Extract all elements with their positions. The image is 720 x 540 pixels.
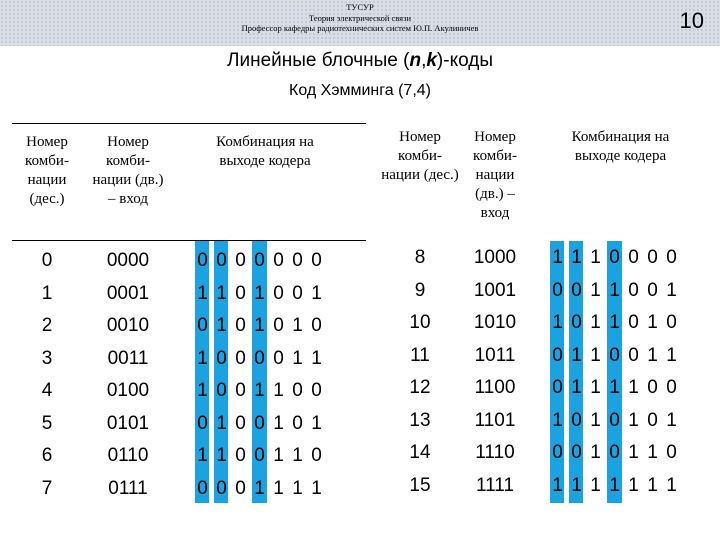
codeword-left xyxy=(193,408,333,441)
code-bit: 0 xyxy=(609,344,620,366)
binary-input: 0111 xyxy=(108,477,148,499)
code-bit: 1 xyxy=(292,347,303,369)
code-bit: 1 xyxy=(311,347,322,369)
code-bit: 1 xyxy=(609,312,620,333)
code-bit: 1 xyxy=(666,409,677,431)
code-bit: 0 xyxy=(273,315,284,336)
code-bit: 1 xyxy=(590,279,601,301)
code-bit: 0 xyxy=(235,282,246,304)
binary-input: 1110 xyxy=(475,442,515,463)
code-bit: 0 xyxy=(628,344,639,366)
binary-input: 1101 xyxy=(474,409,516,431)
codeword-right xyxy=(548,340,693,373)
codeword-left xyxy=(193,278,333,311)
code-bit: 1 xyxy=(273,380,284,401)
code-bit: 1 xyxy=(311,477,322,499)
title-prefix: Линейные блочные ( xyxy=(227,50,410,71)
code-bit: 1 xyxy=(552,474,563,496)
dec-number: 5 xyxy=(41,412,53,434)
dec-number: 9 xyxy=(414,279,426,301)
binary-input: 0100 xyxy=(106,380,150,401)
code-bit: 0 xyxy=(571,312,582,333)
code-bit: 0 xyxy=(571,409,582,431)
code-bit: 1 xyxy=(571,474,582,496)
slide-title xyxy=(0,50,720,72)
code-bit: 1 xyxy=(647,442,658,463)
code-bit: 1 xyxy=(197,347,208,369)
code-bit: 0 xyxy=(235,250,246,271)
right-header-dec: Номер комби-нации (дес.) xyxy=(381,129,459,183)
code-bit: 1 xyxy=(273,412,284,434)
code-bit: 1 xyxy=(647,344,658,366)
code-bit: 0 xyxy=(647,247,658,268)
code-bit: 0 xyxy=(197,412,208,434)
code-bit: 0 xyxy=(571,279,582,301)
code-bit: 1 xyxy=(590,442,601,463)
binary-input: 1000 xyxy=(473,247,517,268)
code-bit: 0 xyxy=(666,377,677,398)
code-bit: 0 xyxy=(628,279,639,301)
code-bit: 0 xyxy=(254,347,265,369)
codeword-right xyxy=(548,372,693,405)
code-bit: 0 xyxy=(235,380,246,401)
code-bit: 1 xyxy=(628,474,639,496)
right-dec-column xyxy=(385,242,455,502)
code-bit: 0 xyxy=(292,250,303,271)
binary-input: 1111 xyxy=(475,474,515,496)
code-bit: 1 xyxy=(590,312,601,333)
left-header-bin: Номер комби-нации (дв.) – вход xyxy=(92,134,164,207)
code-bit: 0 xyxy=(292,380,303,401)
dec-number: 2 xyxy=(41,315,53,336)
header-course: Теория электрической связи xyxy=(308,12,411,23)
dec-number: 11 xyxy=(410,344,430,366)
code-bit: 1 xyxy=(628,377,639,398)
code-bit: 0 xyxy=(216,380,227,401)
codeword-left xyxy=(193,440,333,473)
dec-number: 13 xyxy=(409,409,431,431)
codeword-right xyxy=(548,275,693,308)
header-text xyxy=(0,2,720,34)
code-bit: 0 xyxy=(254,445,265,466)
codeword-left xyxy=(193,473,333,506)
binary-input: 0101 xyxy=(106,412,150,434)
dec-number: 10 xyxy=(409,312,431,333)
code-bit: 0 xyxy=(647,377,658,398)
code-bit: 0 xyxy=(216,477,227,499)
codeword-left xyxy=(193,343,333,376)
code-bit: 1 xyxy=(609,474,620,496)
code-bit: 0 xyxy=(609,247,620,268)
binary-input: 1010 xyxy=(473,312,517,333)
code-bit: 0 xyxy=(571,442,582,463)
code-bit: 1 xyxy=(254,380,265,401)
code-bit: 1 xyxy=(552,409,563,431)
dec-number: 0 xyxy=(41,250,53,271)
code-bit: 1 xyxy=(590,474,601,496)
left-bin-column xyxy=(92,245,164,505)
code-bit: 1 xyxy=(216,412,227,434)
code-bit: 1 xyxy=(197,445,208,466)
code-bit: 0 xyxy=(666,312,677,333)
code-bit: 0 xyxy=(666,442,677,463)
title-suffix: )-коды xyxy=(436,50,493,71)
code-bit: 1 xyxy=(197,380,208,401)
header-author: Профессор кафедры радиотехнических систем Ю.П. Акулиничев xyxy=(241,23,479,33)
code-bit: 1 xyxy=(666,279,677,301)
binary-input: 1001 xyxy=(473,279,517,301)
code-bit: 0 xyxy=(311,380,322,401)
codeword-right xyxy=(548,307,693,340)
code-bit: 1 xyxy=(609,279,620,301)
code-bit: 1 xyxy=(552,247,563,268)
dec-number: 15 xyxy=(409,474,431,496)
code-bit: 1 xyxy=(609,377,620,398)
dec-number: 12 xyxy=(409,377,431,398)
left-header-out: Комбинация на выходе кодера xyxy=(216,134,314,169)
left-header-dec: Номер комби-нации (дес.) xyxy=(25,134,69,207)
dec-number: 7 xyxy=(41,477,53,499)
dec-number: 8 xyxy=(414,247,426,268)
code-bit: 1 xyxy=(311,282,322,304)
code-bit: 1 xyxy=(216,282,227,304)
code-bit: 0 xyxy=(235,315,246,336)
code-bit: 0 xyxy=(197,477,208,499)
code-bit: 1 xyxy=(254,315,265,336)
code-bit: 0 xyxy=(273,282,284,304)
code-bit: 1 xyxy=(590,247,601,268)
header-university: ТУСУР xyxy=(346,2,374,12)
code-bit: 0 xyxy=(254,250,265,271)
code-bit: 0 xyxy=(273,250,284,271)
code-bit: 0 xyxy=(311,315,322,336)
left-dec-column xyxy=(12,245,82,505)
left-out-column xyxy=(193,245,333,505)
binary-input: 1100 xyxy=(474,377,516,398)
code-bit: 1 xyxy=(273,477,284,499)
title-comma: , xyxy=(421,50,427,71)
code-bit: 0 xyxy=(197,315,208,336)
code-bit: 1 xyxy=(254,282,265,304)
left-header-rule xyxy=(12,240,366,241)
dec-number: 1 xyxy=(41,282,53,304)
code-bit: 1 xyxy=(590,344,601,366)
code-bit: 0 xyxy=(311,445,322,466)
title-n: n xyxy=(409,50,422,71)
code-bit: 0 xyxy=(254,412,265,434)
code-bit: 0 xyxy=(216,347,227,369)
code-bit: 0 xyxy=(235,347,246,369)
code-bit: 1 xyxy=(292,445,303,466)
code-bit: 1 xyxy=(628,442,639,463)
page-number: 10 xyxy=(679,8,704,33)
code-bit: 1 xyxy=(666,344,677,366)
code-bit: 0 xyxy=(666,247,677,268)
code-bit: 0 xyxy=(292,282,303,304)
code-bit: 1 xyxy=(647,312,658,333)
code-bit: 1 xyxy=(292,315,303,336)
code-bit: 0 xyxy=(216,250,227,271)
codeword-left xyxy=(193,245,333,278)
code-bit: 1 xyxy=(571,344,582,366)
header-band xyxy=(0,0,720,46)
code-bit: 0 xyxy=(552,279,563,301)
code-bit: 1 xyxy=(216,315,227,336)
code-bit: 1 xyxy=(197,282,208,304)
binary-input: 0110 xyxy=(107,445,149,466)
codeword-right xyxy=(548,405,693,438)
code-bit: 1 xyxy=(590,409,601,431)
code-bit: 0 xyxy=(235,412,246,434)
binary-input: 1011 xyxy=(474,344,516,366)
title-k: k xyxy=(426,50,437,71)
right-header-out: Комбинация на выходе кодера xyxy=(571,129,670,164)
code-bit: 1 xyxy=(666,474,677,496)
binary-input: 0010 xyxy=(106,315,150,336)
code-bit: 0 xyxy=(292,412,303,434)
code-bit: 0 xyxy=(628,312,639,333)
code-bit: 0 xyxy=(311,250,322,271)
codeword-left xyxy=(193,375,333,408)
code-bit: 1 xyxy=(571,377,582,398)
dec-number: 3 xyxy=(41,347,53,369)
code-bit: 0 xyxy=(609,442,620,463)
code-bit: 0 xyxy=(235,445,246,466)
code-bit: 1 xyxy=(552,312,563,333)
codeword-left xyxy=(193,310,333,343)
code-bit: 1 xyxy=(292,477,303,499)
dec-number: 6 xyxy=(41,445,53,466)
right-header-bin: Номер комби-нации (дв.) – вход xyxy=(473,129,517,221)
code-bit: 0 xyxy=(647,279,658,301)
code-bit: 0 xyxy=(552,344,563,366)
code-bit: 1 xyxy=(311,412,322,434)
code-bit: 1 xyxy=(590,377,601,398)
code-bit: 0 xyxy=(235,477,246,499)
dec-number: 14 xyxy=(409,442,431,463)
binary-input: 0001 xyxy=(106,282,150,304)
code-bit: 0 xyxy=(552,442,563,463)
slide-subtitle: Код Хэмминга (7,4) xyxy=(289,82,431,99)
right-out-column xyxy=(548,242,693,502)
right-bin-column xyxy=(462,242,528,502)
code-bit: 1 xyxy=(571,247,582,268)
code-bit: 1 xyxy=(647,474,658,496)
code-bit: 0 xyxy=(609,409,620,431)
code-bit: 1 xyxy=(216,445,227,466)
dec-number: 4 xyxy=(41,380,53,401)
code-bit: 1 xyxy=(254,477,265,499)
codeword-right xyxy=(548,470,693,503)
binary-input: 0000 xyxy=(106,250,150,271)
codeword-right xyxy=(548,437,693,470)
binary-input: 0011 xyxy=(107,347,149,369)
code-bit: 0 xyxy=(197,250,208,271)
codeword-right xyxy=(548,242,693,275)
code-bit: 0 xyxy=(273,347,284,369)
code-bit: 1 xyxy=(628,409,639,431)
code-bit: 1 xyxy=(273,445,284,466)
left-top-rule xyxy=(12,123,366,124)
code-bit: 0 xyxy=(647,409,658,431)
code-bit: 0 xyxy=(628,247,639,268)
code-bit: 0 xyxy=(552,377,563,398)
